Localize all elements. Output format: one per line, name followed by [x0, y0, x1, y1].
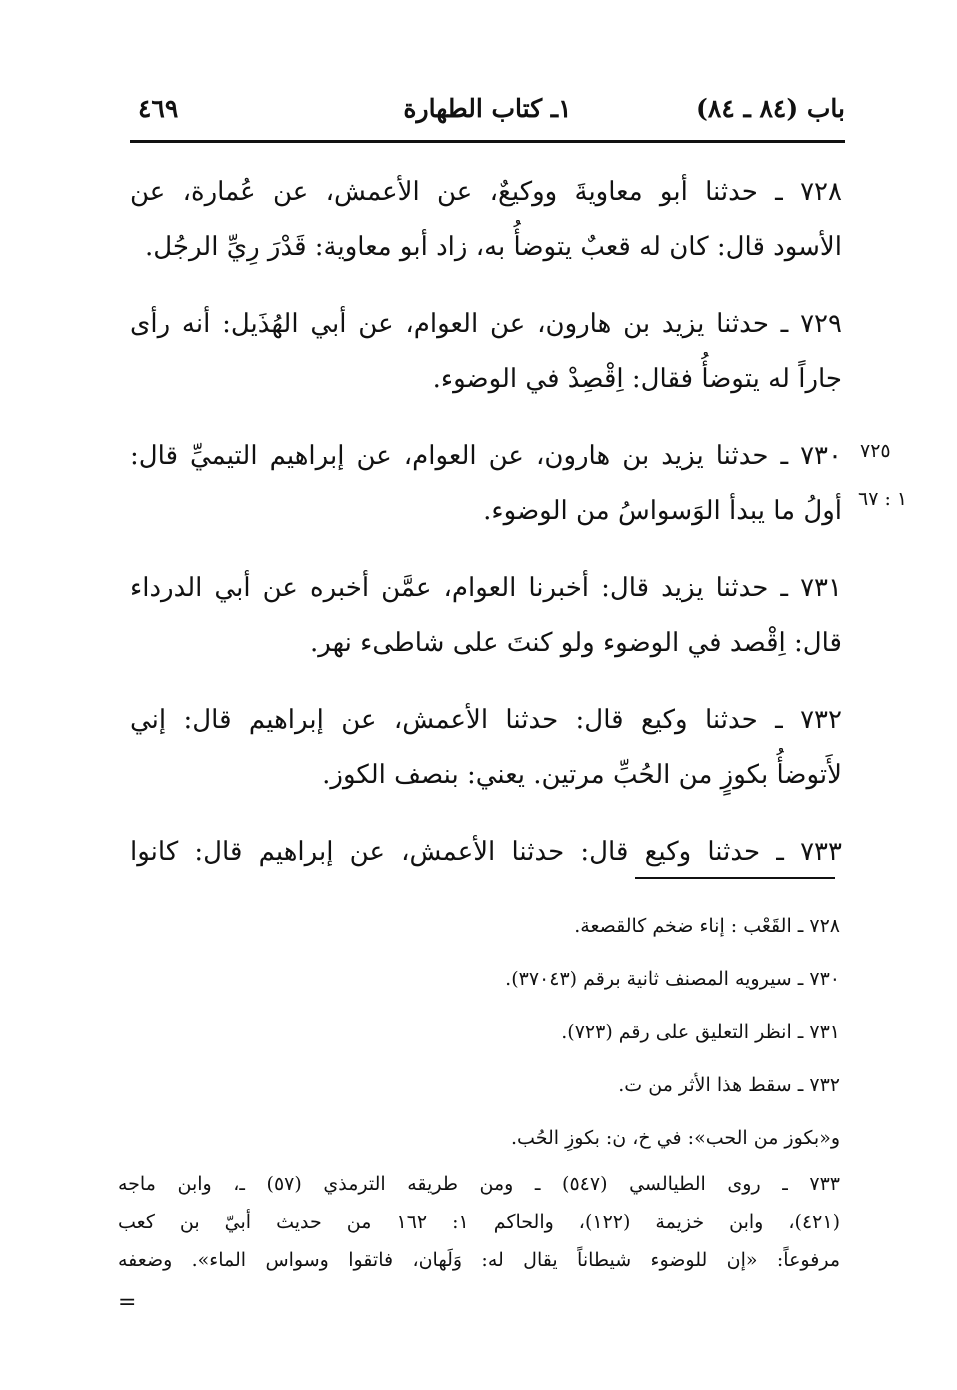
- margin-reference: ٧٢٥: [860, 440, 891, 462]
- text-line: الأسود قال: كان له قعبٌ يتوضأُ به، زاد أبو معاوية: قَدْرَ رِيِّ الرجُل.: [144, 232, 842, 262]
- paragraph-730: [130, 429, 842, 539]
- footnote-line: ٧٣٣ ـ روى الطيالسي (٥٤٧) ـ ومن طريقه الترمذي (٥٧) ـ، وابن ماجه: [118, 1173, 840, 1195]
- footnote-rule: [635, 877, 835, 879]
- header-rule: [130, 140, 845, 143]
- footnote-line: (٤٢١)، وابن خزيمة (١٢٢)، والحاكم ١: ١٦٢ من حديث أبيّ بن كعب: [118, 1211, 840, 1233]
- footnote: ٧٣٠ ـ سيرويه المصنف ثانية برقم (٣٧٠٤٣).: [505, 968, 840, 990]
- footnote-733: [118, 1165, 840, 1279]
- text-line: ٧٣٢ ـ حدثنا وكيع قال: حدثنا الأعمش، عن إبراهيم قال: إني: [130, 705, 842, 735]
- chapter-heading: باب (٨٤ ـ ٨٤): [696, 94, 845, 123]
- main-text: [130, 165, 842, 902]
- footnote: و«بكوز من الحب»: في خ، ن: بكوزِ الحُب.: [511, 1127, 840, 1149]
- text-line: أولُ ما يبدأ الوَسواسُ من الوضوء.: [483, 496, 842, 526]
- footnote: ٧٢٨ ـ القَعْب : إناء ضخم كالقصعة.: [574, 915, 840, 937]
- paragraph-729: [130, 297, 842, 407]
- text-line: ٧٢٩ ـ حدثنا يزيد بن هارون، عن العوام، عن أبي الهُذَيل: أنه رأى: [130, 309, 842, 339]
- paragraph-728: [130, 165, 842, 275]
- page-header: [130, 88, 845, 134]
- text-line: ٧٣١ ـ حدثنا يزيد قال: أخبرنا العوام، عمَّن أخبره عن أبي الدرداء: [130, 573, 842, 603]
- footnote: ٧٣١ ـ انظر التعليق على رقم (٧٢٣).: [561, 1021, 840, 1043]
- text-line: ٧٣٣ ـ حدثنا وكيع قال: حدثنا الأعمش، عن إبراهيم قال: كانوا: [130, 837, 842, 867]
- text-line: ٧٣٠ ـ حدثنا يزيد بن هارون، عن العوام، عن إبراهيم التيميِّ قال:: [130, 441, 842, 471]
- footnote: ٧٣٢ ـ سقط هذا الأثر من ت.: [618, 1074, 840, 1096]
- page-number: ٤٦٩: [138, 94, 179, 123]
- paragraph-732: [130, 693, 842, 803]
- footnote-line: مرفوعاً: «إن للوضوء شيطاناً يقال له: وَلَهان، فاتقوا وسواس الماء». وضعفه: [118, 1249, 840, 1271]
- book-title: ١ـ كتاب الطهارة: [403, 94, 572, 123]
- text-line: قال: اِقْصد في الوضوء ولو كنتَ على شاطىء نهر.: [310, 628, 842, 658]
- margin-reference: ١ : ٦٧: [858, 488, 908, 510]
- paragraph-733: [130, 825, 842, 880]
- footnotes: [118, 900, 840, 1279]
- text-line: ٧٢٨ ـ حدثنا أبو معاويةَ ووكيعٌ، عن الأعمش، عن عُمارة، عن: [130, 177, 842, 207]
- paragraph-731: [130, 561, 842, 671]
- text-line: جاراً له يتوضأُ فقال: اِقْصِدْ في الوضوء.: [432, 364, 842, 394]
- continuation-mark: =: [118, 1290, 137, 1315]
- text-line: لأَتوضأُ بكوزٍ من الحُبِّ مرتين. يعني: بنصف الكوز.: [322, 760, 842, 790]
